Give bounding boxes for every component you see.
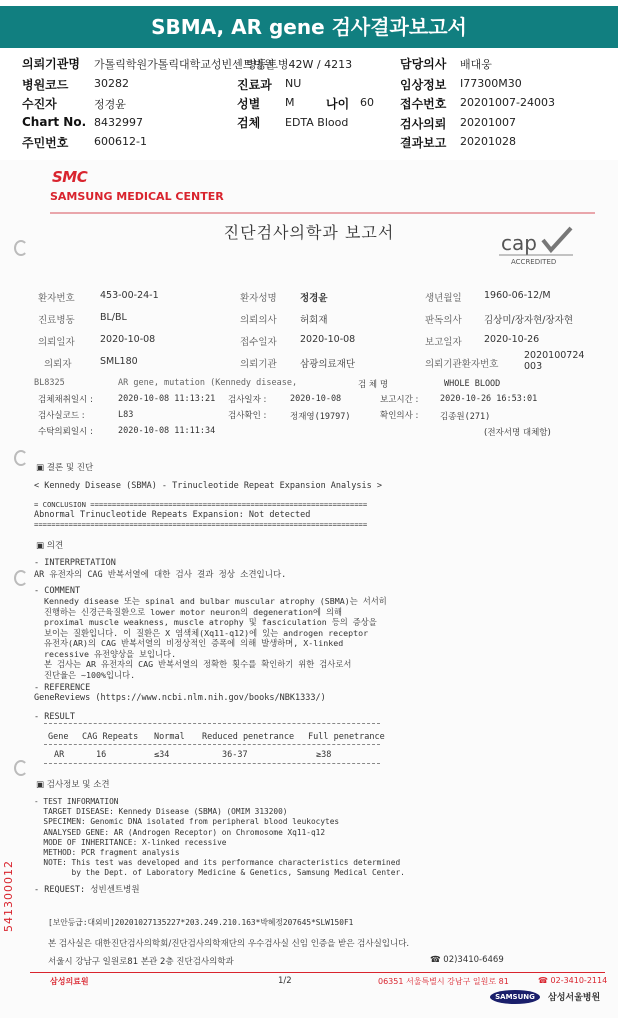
pt-value-recdate: 2020-10-08 [300,334,356,345]
samsung-logo: SAMSUNG [490,990,540,1004]
label-dept: 진료과 [237,78,272,92]
result-th-normal: Normal [154,732,185,742]
result-td-normal: ≤34 [154,750,170,760]
value-code: 30282 [94,77,129,90]
section-opinion-title: ▣ 의견 [36,541,64,551]
pt-label-ward: 진료병동 [38,315,75,326]
meta-exam-date: 2020-10-08 [290,394,342,404]
footer-brand: 삼성서울병원 [548,993,601,1003]
section-test-info-title: ▣ 검사정보 및 소견 [36,780,110,790]
reference-text: GeneReviews (https://www.ncbi.nlm.nih.gov/books/NBK1333/) [34,693,326,703]
pt-label-reader: 판독의사 [425,315,462,326]
label-doctor: 담당의사 [400,57,447,71]
binder-ring [14,450,28,466]
meta-confirm: 정재영(19797) [290,412,351,422]
binder-ring [14,240,28,256]
section-conclusion-title: ▣ 결론 및 진단 [36,463,94,473]
result-td-full: ≥38 [316,750,332,760]
meta-specimen-label: 검 체 명 [358,380,389,390]
result-th-cag: CAG Repeats [82,732,139,742]
result-table-mid-rule [44,744,380,745]
conclusion-text: Abnormal Trinucleotide Repeats Expansion: Not detected [34,510,311,520]
meta-exam-date-label: 검사일자 : [228,395,267,405]
meta-collect: 2020-10-08 11:13:21 [118,394,216,404]
reference-head: - REFERENCE [34,683,91,693]
interpretation-text: AR 유전자의 CAG 반복서열에 대한 검사 결과 정상 소견입니다. [34,570,287,580]
pt-value-pname: 정경윤 [300,293,328,304]
cap-logo-subtext: ACCREDITED [511,258,557,266]
value-age: 60 [360,96,374,109]
analysis-title: < Kennedy Disease (SBMA) - Trinucleotide Repeat Expansion Analysis > [34,481,382,491]
label-report: 결과보고 [400,136,447,150]
value-receipt: 20201007-24003 [460,96,555,109]
meta-report-time-label: 보고시간 : [380,395,419,405]
value-id: 600612-1 [94,135,147,148]
cap-accredited-logo [495,224,577,268]
meta-receive: 2020-10-08 11:11:34 [118,426,216,436]
side-stamp-number: 541300012 [2,860,15,932]
footer-telephone: ☎ 02-3410-2114 [538,976,608,985]
footer-address: 06351 서울특별시 강남구 일원로 81 [378,977,509,986]
pt-label-repdate: 보고일자 [425,337,462,348]
report-document-title: 진단검사의학과 보고서 [223,223,395,242]
pt-value-dob: 1960-06-12/M [484,290,551,301]
binder-ring [14,760,28,776]
value-sex: M [285,96,295,109]
meta-test: AR gene, mutation (Kennedy disease, [118,378,298,388]
meta-room-label: 검사실코드 : [38,411,85,421]
value-hospital: 가톨릭학원가톨릭대학교성빈센트병원 [94,58,275,71]
smc-logo: SMC [52,168,88,186]
pt-label-inst: 의뢰기관 [240,359,277,370]
security-line: [보안등급:대외비]20201027135227*203.249.210.163*박혜정207645*SLW150F1 [48,918,354,927]
label-chart: Chart No. [22,115,87,129]
label-hospital: 의뢰기관명 [22,57,80,71]
pt-label-requester: 의뢰자 [44,359,72,370]
page-number: 1/2 [278,976,292,986]
label-specimen: 검체 [237,116,261,130]
comment-head: - COMMENT [34,586,81,596]
report-title-bar: SBMA, AR gene 검사결과보고서 [0,6,618,48]
meta-receive-label: 수탁의뢰일시 : [38,427,93,437]
pt-label-doc: 의뢰의사 [240,315,277,326]
result-head: - RESULT [34,712,75,722]
lab-phone: ☎ 02)3410-6469 [430,955,504,965]
pt-value-repdate: 2020-10-26 [484,334,540,345]
pt-value-doc: 허회재 [300,315,328,326]
footer-org: 삼성의료원 [50,977,89,986]
cap-logo-text: cap [501,231,537,255]
pt-value-requester: SML180 [100,356,138,367]
conclusion-end: ============================================================================= [34,520,368,529]
value-doctor: 배대웅 [460,58,492,71]
pt-label-pid: 환자번호 [38,293,75,304]
result-td-cag: 16 [96,750,107,760]
label-age: 나이 [326,97,350,111]
label-sex: 성별 [237,97,261,111]
pt-label-pname: 환자성명 [240,293,277,304]
meta-report-time: 2020-10-26 16:53:01 [440,394,538,404]
label-clinical: 임상정보 [400,78,447,92]
result-th-reduced: Reduced penetrance [202,732,295,742]
test-information: - TEST INFORMATION TARGET DISEASE: Kennedy Disease (SBMA) (OMIM 313200) SPECIMEN: Genomic DNA isolated from peripheral blood leukocytes ANALYSED GENE: AR (Androgen Receptor) on Chromosome Xq11-q12 MODE OF INHERITANCE: X-linked recessive METHOD: PCR fragment analysis NOTE: This test was developed and its performance characteristics determined by the Dept. of Laboratory Medicine & Genetics, Samsung Medical Center. [34,797,405,878]
interpretation-head: - INTERPRETATION [34,558,116,568]
certification-text: 본 검사실은 대한진단검사의학회/진단검사의학재단의 우수검사실 신임 인증을 받은 검사실입니다. [48,939,410,949]
value-chart: 8432997 [94,116,143,129]
pt-value-inst: 삼광의료재단 [300,359,356,370]
pt-value-pid: 453-00-24-1 [100,290,159,301]
meta-sign: (전자서명 대체함) [484,428,551,438]
scanned-report [0,160,618,1018]
label-request: 검사의뢰 [400,117,447,131]
result-table-bottom-rule [44,763,380,764]
result-th-gene: Gene [48,732,69,742]
value-report: 20201028 [460,135,516,148]
meta-confirm-doc: 김종원(271) [440,412,491,422]
value-name: 정경윤 [94,98,126,111]
label-name: 수진자 [22,97,57,111]
pt-label-dob: 생년월일 [425,293,462,304]
meta-collect-label: 검체채취일시 : [38,395,93,405]
pt-value-reader: 김상미/장자현/장자현 [484,315,573,326]
result-td-reduced: 36-37 [222,750,248,760]
value-ward: 병동트병42W / 4213 [246,58,353,71]
meta-confirm-label: 검사확인 : [228,411,267,421]
value-request: 20201007 [460,116,516,129]
binder-ring [14,570,28,586]
footer-rule [30,972,605,973]
smc-center-name: SAMSUNG MEDICAL CENTER [50,190,224,203]
header-rule [50,212,595,214]
meta-confirm-doc-label: 확인의사 : [380,411,419,421]
meta-specimen: WHOLE BLOOD [444,379,501,389]
pt-label-instno: 의뢰기관환자번호 [425,359,499,370]
value-dept: NU [285,77,302,90]
label-code: 병원코드 [22,78,69,92]
pt-value-ward: BL/BL [100,312,127,323]
conclusion-head: = CONCLUSION ================================================================ [34,500,368,509]
label-receipt: 접수번호 [400,97,447,111]
pt-value-instno: 2020100724003 [524,350,585,372]
result-table-top-rule [44,723,380,724]
result-th-full: Full penetrance [308,732,385,742]
request-text: - REQUEST: 성빈센트병원 [34,885,140,895]
lab-address: 서울시 강남구 일원로81 본관 2층 진단검사의학과 [48,957,234,967]
label-id: 주민번호 [22,136,69,150]
value-clinical: I77300M30 [460,77,522,90]
meta-room: L83 [118,410,134,420]
meta-code: BL8325 [34,378,65,388]
value-specimen: EDTA Blood [285,116,349,129]
pt-value-reqdate: 2020-10-08 [100,334,156,345]
result-td-gene: AR [54,750,65,760]
pt-label-reqdate: 의뢰일자 [38,337,75,348]
pt-label-recdate: 접수일자 [240,337,277,348]
comment-text: Kennedy disease 또는 spinal and bulbar muscular atrophy (SBMA)는 서서히 진행하는 신경근육질환으로 lower motor neuron의 degeneration에 의해 proximal muscle weakness, muscle atrophy 및 fasciculation 등의 증상을 보이는 질환입니다. 이 질환은 X 염색체(Xq11-q12)에 있는 androgen receptor 유전자(AR)의 CAG 반복서열의 비정상적인 증폭에 의해 발생하며, X-linked recessive 유전양상을 보입니다. 본 검사는 AR 유전자의 CAG 반복서열의 정확한 횟수를 확인하기 위한 검사로서 진단율은 ~100%입니다. [43,596,387,680]
